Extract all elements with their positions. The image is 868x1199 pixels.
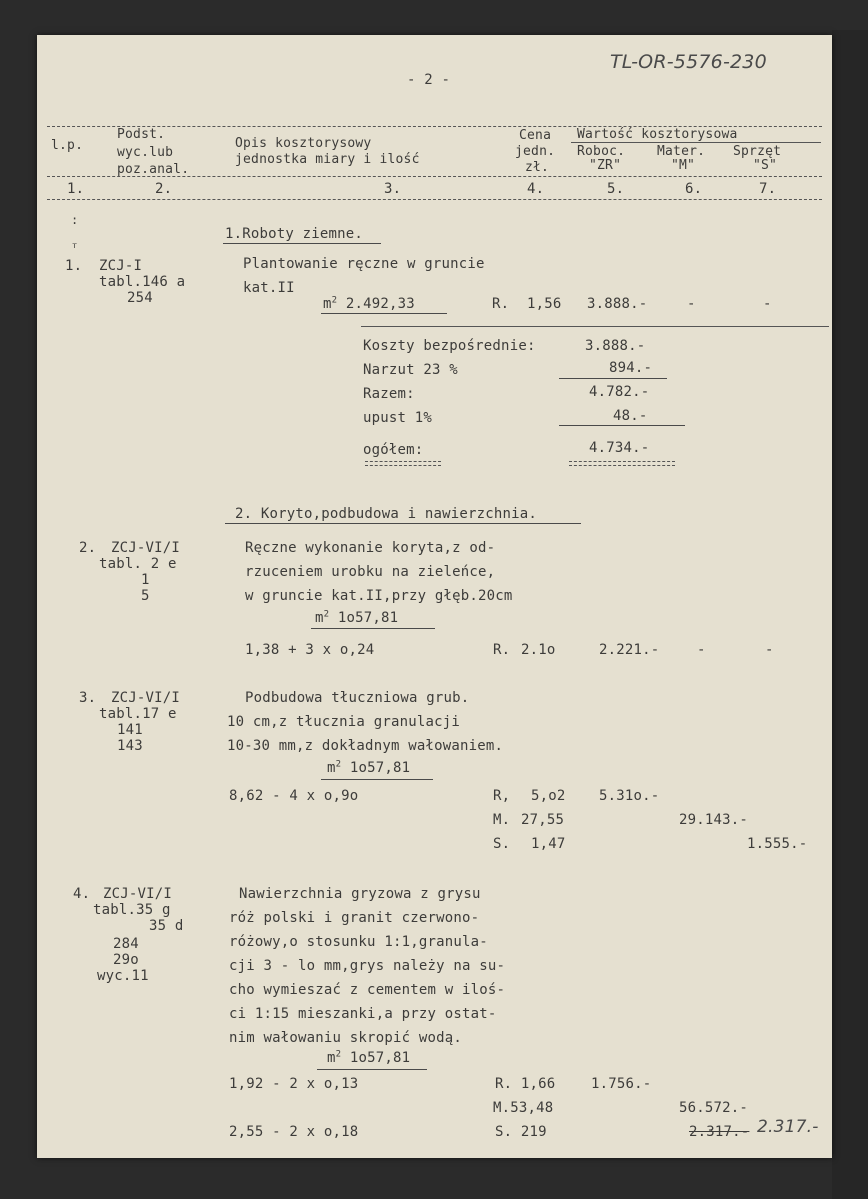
item-4-sprzet-corrected: 2.317.-: [757, 1117, 819, 1137]
item-1-basis-1: ZCJ-I: [99, 258, 143, 274]
item-2-roboc: 2.221.-: [599, 642, 660, 658]
item-3-basis-4: 143: [117, 738, 143, 754]
item-4-basis-6: wyc.11: [97, 968, 149, 984]
summary-total-value: 4.782.-: [589, 384, 650, 400]
item-4-desc-5: cho wymieszać z cementem w iloś-: [229, 982, 506, 998]
item-4-basis-2: tabl.35 g: [93, 902, 171, 918]
header-roboc-1: Roboc.: [577, 144, 626, 159]
item-2-quantity: $m^2$ 1o57,81: [315, 609, 399, 626]
item-4-r-line: R. 1,66: [495, 1076, 556, 1092]
item-3-desc-2: 10 cm,z tłucznia granulacji: [227, 714, 460, 730]
item-1-roboc: 3.888.-: [587, 296, 648, 312]
section-1-title-underline: [223, 243, 381, 244]
item-4-desc-1: Nawierzchnia gryzowa z grysu: [239, 886, 481, 902]
item-2-basis-1: ZCJ-VI/I: [111, 540, 181, 556]
item-3-basis-1: ZCJ-VI/I: [111, 690, 181, 706]
header-sprzet-1: Sprzęt: [733, 144, 782, 159]
header-wartosc: Wartość kosztorysowa: [577, 127, 738, 142]
item-1-quantity: $m^2$ 2.492,33: [323, 295, 415, 312]
section-2-title-underline: [225, 523, 581, 524]
item-3-s-label: S.: [493, 836, 511, 852]
item-1-cena: 1,56: [527, 296, 562, 312]
item-4-basis-5: 29o: [113, 952, 139, 968]
summary-total-label: Razem:: [363, 386, 415, 402]
header-cena-3: zł.: [525, 160, 550, 175]
item-3-s-price: 1,47: [531, 836, 566, 852]
item-3-desc-3: 10-30 mm,z dokładnym wałowaniem.: [227, 738, 504, 754]
item-4-quantity-underline: [317, 1069, 427, 1070]
item-2-basis-3: 1: [141, 572, 150, 588]
item-3-quantity-underline: [321, 779, 433, 780]
item-4-sprzet-struck: 2.317.-: [689, 1124, 750, 1140]
binder-edge: [832, 30, 868, 1199]
summary-label-double-rule: [365, 461, 441, 466]
item-4-desc-4: cji 3 - lo mm,grys należy na su-: [229, 958, 506, 974]
item-1-desc-2: kat.II: [243, 280, 295, 296]
item-2-formula: 1,38 + 3 x o,24: [245, 642, 375, 658]
header-roboc-2: "ZR": [589, 158, 622, 173]
header-mater-1: Mater.: [657, 144, 706, 159]
item-1-quantity-underline: [321, 313, 447, 314]
summary-grand-value: 4.734.-: [589, 440, 650, 456]
item-2-lp: 2.: [79, 540, 97, 556]
header-mater-2: "M": [671, 158, 696, 173]
item-4-quantity: $m^2$ 1o57,81: [327, 1049, 411, 1066]
item-4-roboc: 1.756.-: [591, 1076, 652, 1092]
item-1-sprzet: -: [763, 296, 772, 312]
item-2-cena: 2.1o: [521, 642, 556, 658]
summary-markup-label: Narzut 23 %: [363, 362, 458, 378]
item-4-formula-1: 1,92 - 2 x o,13: [229, 1076, 359, 1092]
col-number-2: 2.: [155, 181, 173, 197]
item-4-desc-6: ci 1:15 mieszanki,a przy ostat-: [229, 1006, 497, 1022]
item-2-basis-2: tabl. 2 e: [99, 556, 177, 572]
item-2-cena-label: R.: [493, 642, 511, 658]
item-4-s-line: S. 219: [495, 1124, 547, 1140]
item-3-quantity: $m^2$ 1o57,81: [327, 759, 411, 776]
item-1-basis-2: tabl.146 a: [99, 274, 186, 290]
item-3-m-label: M.: [493, 812, 511, 828]
item-3-lp: 3.: [79, 690, 97, 706]
summary-direct-value: 3.888.-: [585, 338, 646, 354]
item-4-desc-3: różowy,o stosunku 1:1,granula-: [229, 934, 488, 950]
item-3-mater: 29.143.-: [679, 812, 749, 828]
col-number-7: 7.: [759, 181, 777, 197]
margin-mark-2: ᵀ: [71, 241, 79, 255]
page-number: - 2 -: [407, 72, 451, 88]
item-2-desc-3: w gruncie kat.II,przy głęb.20cm: [245, 588, 513, 604]
header-podst-2: wyc.lub: [117, 145, 174, 160]
summary-discount-label: upust 1%: [363, 410, 433, 426]
item-3-r-label: R,: [493, 788, 511, 804]
summary-markup-value: 894.-: [609, 360, 653, 376]
item-2-desc-2: rzuceniem urobku na zieleńce,: [245, 564, 496, 580]
item-1-summary-rule: [361, 326, 829, 327]
item-4-lp: 4.: [73, 886, 91, 902]
item-3-m-price: 27,55: [521, 812, 565, 828]
summary-markup-underline: [559, 378, 667, 379]
header-podst-3: poz.anal.: [117, 162, 190, 177]
col-number-1: 1.: [67, 181, 85, 197]
summary-direct-label: Koszty bezpośrednie:: [363, 338, 536, 354]
summary-grand-label: ogółem:: [363, 442, 424, 458]
item-4-desc-7: nim wałowaniu skropić wodą.: [229, 1030, 462, 1046]
header-bottom-rule: [47, 199, 822, 200]
item-3-formula: 8,62 - 4 x o,9o: [229, 788, 359, 804]
margin-mark: :: [71, 213, 79, 227]
item-2-mater: -: [697, 642, 706, 658]
item-4-desc-2: róż polski i granit czerwono-: [229, 910, 480, 926]
item-1-desc-1: Plantowanie ręczne w gruncie: [243, 256, 485, 272]
item-3-basis-2: tabl.17 e: [99, 706, 177, 722]
item-3-basis-3: 141: [117, 722, 143, 738]
item-4-basis-1: ZCJ-VI/I: [103, 886, 173, 902]
item-2-sprzet: -: [765, 642, 774, 658]
section-2-title: 2. Koryto,podbudowa i nawierzchnia.: [235, 506, 538, 522]
item-2-desc-1: Ręczne wykonanie koryta,z od-: [245, 540, 496, 556]
item-3-r-price: 5,o2: [531, 788, 566, 804]
item-1-basis-3: 254: [127, 290, 153, 306]
summary-discount-value: 48.-: [613, 408, 648, 424]
item-1-mater: -: [687, 296, 696, 312]
section-1-title: 1.Roboty ziemne.: [225, 226, 364, 242]
header-mid-rule: [47, 176, 822, 177]
header-podst-1: Podst.: [117, 127, 166, 142]
header-cena-2: jedn.: [515, 144, 556, 159]
header-sprzet-2: "S": [753, 158, 778, 173]
item-4-basis-3: 35 d: [149, 918, 184, 934]
item-2-basis-4: 5: [141, 588, 150, 604]
summary-discount-underline: [559, 425, 685, 426]
col-number-3: 3.: [384, 181, 402, 197]
item-3-roboc: 5.31o.-: [599, 788, 660, 804]
col-number-4: 4.: [527, 181, 545, 197]
item-4-basis-4: 284: [113, 936, 139, 952]
summary-value-double-rule: [569, 461, 675, 466]
item-3-desc-1: Podbudowa tłuczniowa grub.: [245, 690, 470, 706]
header-wartosc-rule: [571, 142, 821, 143]
handwritten-reference: TL-OR-5576-230: [610, 51, 767, 73]
item-3-sprzet: 1.555.-: [747, 836, 808, 852]
item-1-cena-label: R.: [492, 296, 510, 312]
item-4-formula-2: 2,55 - 2 x o,18: [229, 1124, 359, 1140]
item-4-m-line: M.53,48: [493, 1100, 554, 1116]
header-opis-1: Opis kosztorysowy: [235, 136, 372, 151]
document-page: [37, 35, 832, 1158]
col-number-6: 6.: [685, 181, 703, 197]
item-2-quantity-underline: [311, 628, 435, 629]
header-cena-1: Cena: [519, 128, 552, 143]
header-lp: l.p.: [51, 138, 84, 153]
col-number-5: 5.: [607, 181, 625, 197]
header-opis-2: jednostka miary i ilość: [235, 152, 420, 167]
item-1-lp: 1.: [65, 258, 83, 274]
item-4-mater: 56.572.-: [679, 1100, 749, 1116]
